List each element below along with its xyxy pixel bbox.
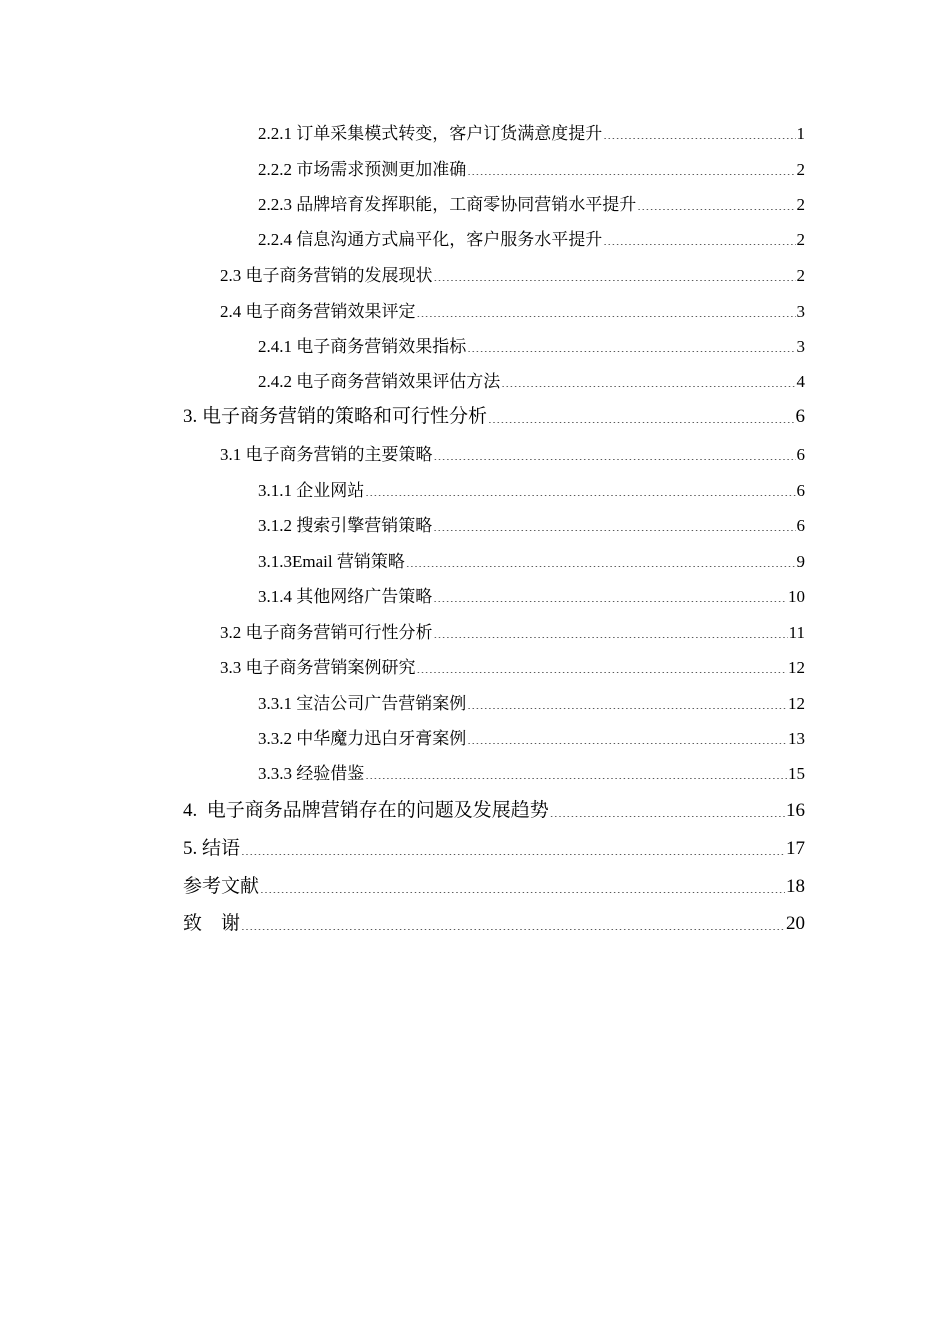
toc-entry[interactable] xyxy=(220,617,805,643)
toc-page-number: 6 xyxy=(796,445,805,464)
toc-page-number: 6 xyxy=(796,516,805,535)
toc-entry-title: 3.1.3Email 营销策略 xyxy=(258,552,405,571)
dot-leader xyxy=(550,805,785,817)
toc-page-number: 1 xyxy=(796,124,805,143)
toc-entry-title: 3.1.4 其他网络广告策略 xyxy=(258,587,433,606)
toc-page-number: 18 xyxy=(786,876,805,897)
toc-entry[interactable] xyxy=(258,723,805,749)
toc-entry[interactable] xyxy=(220,439,805,465)
dot-leader xyxy=(417,661,788,673)
toc-page-number: 20 xyxy=(786,913,805,934)
toc-page-number: 16 xyxy=(786,800,805,821)
toc-entry[interactable] xyxy=(258,475,805,501)
dot-leader xyxy=(467,697,787,709)
toc-entry-title: 3.3 电子商务营销案例研究 xyxy=(220,658,416,677)
toc-page-number: 17 xyxy=(786,838,805,859)
toc-entry-title: 4. 电子商务品牌营销存在的问题及发展趋势 xyxy=(183,800,549,821)
dot-leader xyxy=(467,163,795,175)
toc-page-number: 12 xyxy=(788,694,805,713)
toc-page-number: 6 xyxy=(795,406,805,427)
toc-entry[interactable] xyxy=(183,907,805,935)
toc-page-number: 9 xyxy=(796,552,805,571)
toc-page-number: 3 xyxy=(796,302,805,321)
toc-entry[interactable] xyxy=(258,189,805,215)
toc-entry[interactable] xyxy=(183,400,805,428)
toc-entry-title: 2.4.1 电子商务营销效果指标 xyxy=(258,337,467,356)
toc-entry-title: 2.4 电子商务营销效果评定 xyxy=(220,302,416,321)
toc-page-number: 2 xyxy=(796,195,805,214)
toc-entry[interactable] xyxy=(183,794,805,822)
toc-entry-title: 参考文献 xyxy=(183,876,260,897)
toc-entry[interactable] xyxy=(258,224,805,250)
dot-leader xyxy=(260,881,785,893)
toc-entry-title: 3.3.1 宝洁公司广告营销案例 xyxy=(258,694,467,713)
toc-page-number: 4 xyxy=(796,372,805,391)
toc-entry[interactable] xyxy=(258,154,805,180)
toc-page-number: 15 xyxy=(788,764,805,783)
toc-entry[interactable] xyxy=(258,118,805,144)
toc-page-number: 3 xyxy=(796,337,805,356)
toc-page-number: 2 xyxy=(796,230,805,249)
dot-leader xyxy=(501,375,795,387)
dot-leader xyxy=(434,626,788,638)
toc-entry[interactable] xyxy=(258,581,805,607)
toc-entry-title: 2.2.3 品牌培育发挥职能，工商零协同营销水平提升 xyxy=(258,195,637,214)
dot-leader xyxy=(467,732,787,744)
toc-entry-title: 2.2.2 市场需求预测更加准确 xyxy=(258,160,467,179)
toc-page-number: 6 xyxy=(796,481,805,500)
toc-entry[interactable] xyxy=(258,331,805,357)
toc-entry-title: 2.4.2 电子商务营销效果评估方法 xyxy=(258,372,501,391)
toc-page-number: 2 xyxy=(796,160,805,179)
dot-leader xyxy=(467,340,795,352)
toc-entry-title: 3. 电子商务营销的策略和可行性分析 xyxy=(183,406,488,427)
toc-entry[interactable] xyxy=(258,688,805,714)
toc-entry[interactable] xyxy=(258,758,805,784)
toc-page-number: 2 xyxy=(796,266,805,285)
dot-leader xyxy=(433,519,795,531)
toc-entry-title: 5. 结语 xyxy=(183,838,241,859)
toc-entry-title: 3.2 电子商务营销可行性分析 xyxy=(220,623,433,642)
toc-page-number: 13 xyxy=(788,729,805,748)
toc-entry-title: 致 谢 xyxy=(183,913,241,934)
toc-entry-title: 2.3 电子商务营销的发展现状 xyxy=(220,266,433,285)
dot-leader xyxy=(365,767,787,779)
toc-entry-title: 2.2.4 信息沟通方式扁平化，客户服务水平提升 xyxy=(258,230,603,249)
toc-page-number: 10 xyxy=(788,587,805,606)
toc-entry-title: 2.2.1 订单采集模式转变，客户订货满意度提升 xyxy=(258,124,603,143)
dot-leader xyxy=(488,411,794,423)
toc-entry[interactable] xyxy=(183,870,805,898)
toc-page-number: 11 xyxy=(788,623,805,642)
dot-leader xyxy=(603,127,795,139)
dot-leader xyxy=(365,484,795,496)
toc-entry[interactable] xyxy=(258,510,805,536)
toc-entry[interactable] xyxy=(258,546,805,572)
dot-leader xyxy=(434,448,796,460)
toc-entry-title: 3.1.2 搜索引擎营销策略 xyxy=(258,516,433,535)
toc-entry[interactable] xyxy=(183,832,805,860)
toc-entry[interactable] xyxy=(220,260,805,286)
dot-leader xyxy=(603,233,795,245)
dot-leader xyxy=(433,590,787,602)
toc-entry[interactable] xyxy=(220,652,805,678)
dot-leader xyxy=(637,198,795,210)
dot-leader xyxy=(406,555,796,567)
toc-page-number: 12 xyxy=(788,658,805,677)
dot-leader xyxy=(241,843,785,855)
toc-entry-title: 3.1 电子商务营销的主要策略 xyxy=(220,445,433,464)
toc-entry-title: 3.3.2 中华魔力迅白牙膏案例 xyxy=(258,729,467,748)
toc-entry-title: 3.3.3 经验借鉴 xyxy=(258,764,365,783)
toc-entry-title: 3.1.1 企业网站 xyxy=(258,481,365,500)
dot-leader xyxy=(241,918,785,930)
dot-leader xyxy=(434,269,796,281)
toc-entry[interactable] xyxy=(258,366,805,392)
dot-leader xyxy=(417,305,796,317)
toc-entry[interactable] xyxy=(220,296,805,322)
